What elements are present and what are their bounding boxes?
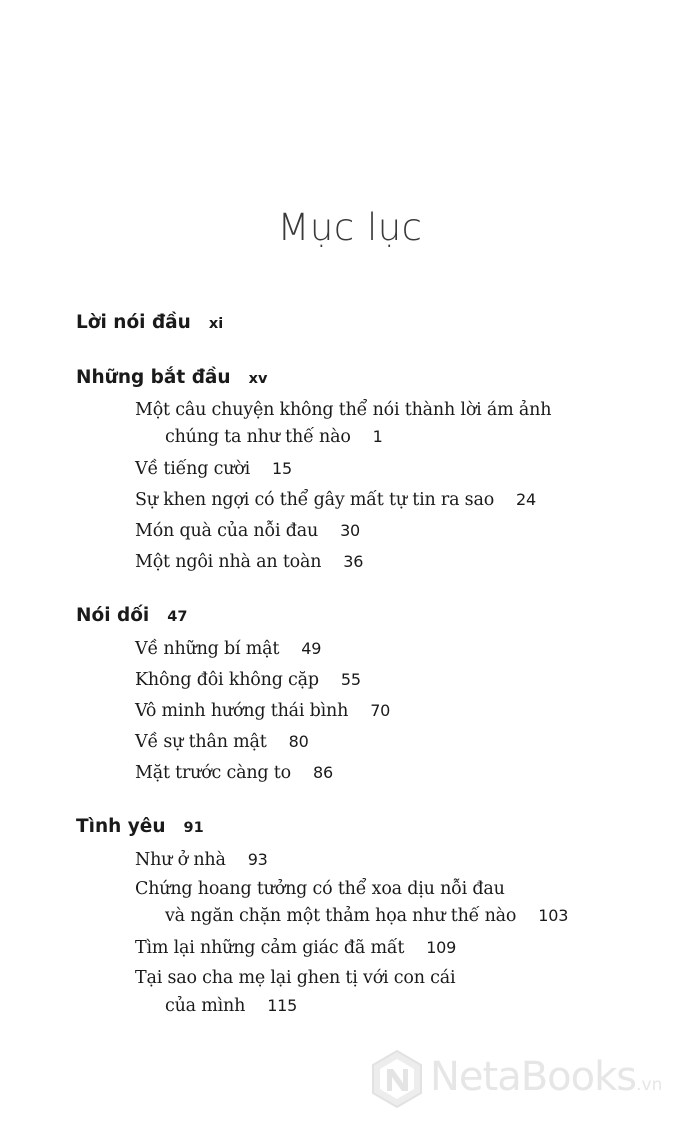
- entry-page-number: 86: [312, 763, 333, 782]
- entry-page-number: 24: [516, 490, 536, 509]
- entry-title: Như ở nhà: [135, 850, 226, 870]
- entry-title: Món quà của nỗi đau: [135, 521, 319, 541]
- toc-entry: [135, 552, 363, 572]
- entry-title-cont: chúng ta như thế nào: [165, 427, 351, 447]
- toc-entry: [135, 763, 333, 783]
- page-title: Mục lục: [277, 206, 423, 249]
- entry-title: Một ngôi nhà an toàn: [135, 552, 322, 572]
- toc-entry: [135, 701, 390, 721]
- watermark-brand-text: [430, 1054, 662, 1100]
- entry-title: Sự khen ngợi có thể gây mất tự tin ra sao: [135, 490, 495, 510]
- section-title: Tình yêu: [76, 816, 166, 837]
- entry-page-number: 55: [340, 670, 361, 689]
- section-page-number: xi: [208, 316, 224, 332]
- toc-entry: [135, 938, 456, 958]
- brand-name: NetaBooks: [430, 1054, 637, 1100]
- entry-page-number: 93: [247, 850, 268, 869]
- entry-title: Tìm lại những cảm giác đã mất: [135, 938, 405, 958]
- toc-entry: [135, 732, 309, 752]
- entry-title-cont: và ngăn chặn một thảm họa như thế nào: [165, 906, 517, 926]
- toc-entry: [135, 879, 505, 899]
- entry-page-number: 109: [426, 938, 457, 957]
- entry-page-number: 70: [370, 701, 391, 720]
- toc-entry: [135, 968, 455, 988]
- entry-page-number: 15: [272, 459, 292, 478]
- entry-page-number: 30: [340, 521, 361, 540]
- toc-entry: [135, 521, 360, 541]
- entry-title: Vô minh hướng thái bình: [135, 701, 349, 721]
- entry-title: Về những bí mật: [135, 639, 280, 659]
- brand-tld: .vn: [636, 1075, 663, 1095]
- netabooks-watermark: [366, 1048, 696, 1110]
- toc-entry: [135, 850, 268, 870]
- toc-entry: [135, 490, 536, 510]
- toc-entry: [135, 459, 292, 479]
- section-page-number: xv: [248, 371, 268, 387]
- entry-title: Tại sao cha mẹ lại ghen tị với con cái: [135, 968, 456, 988]
- entry-title: Về sự thân mật: [135, 732, 267, 752]
- section-heading-beginnings: [76, 367, 267, 388]
- neta-n-logo-icon: [366, 1048, 428, 1110]
- entry-title: Chứng hoang tưởng có thể xoa dịu nỗi đau: [135, 879, 505, 899]
- entry-page-number: 115: [267, 996, 298, 1015]
- entry-page-number: 103: [538, 906, 569, 925]
- toc-entry-continuation: [165, 996, 297, 1016]
- entry-title: Về tiếng cười: [135, 459, 251, 479]
- entry-title: Mặt trước càng to: [135, 763, 291, 783]
- toc-entry: [135, 400, 551, 420]
- entry-page-number: 49: [301, 639, 322, 658]
- entry-title: Một câu chuyện không thể nói thành lời ám ảnh: [135, 400, 552, 420]
- toc-entry-continuation: [165, 906, 568, 926]
- entry-page-number: 1: [372, 427, 383, 446]
- section-title: Nói dối: [76, 605, 150, 626]
- section-page-number: 91: [183, 820, 204, 836]
- toc-entry: [135, 670, 361, 690]
- section-heading-lying: [76, 605, 187, 626]
- section-page-number: 47: [167, 609, 188, 625]
- entry-page-number: 80: [288, 732, 309, 751]
- toc-entry-continuation: [165, 427, 383, 447]
- entry-title: Không đôi không cặp: [135, 670, 319, 690]
- section-heading-love: [76, 816, 204, 837]
- section-heading-preface: [76, 312, 223, 333]
- toc-entry: [135, 639, 321, 659]
- entry-title-cont: của mình: [165, 996, 246, 1016]
- section-title: Những bắt đầu: [76, 367, 231, 388]
- section-title: Lời nói đầu: [76, 312, 191, 333]
- entry-page-number: 36: [343, 552, 364, 571]
